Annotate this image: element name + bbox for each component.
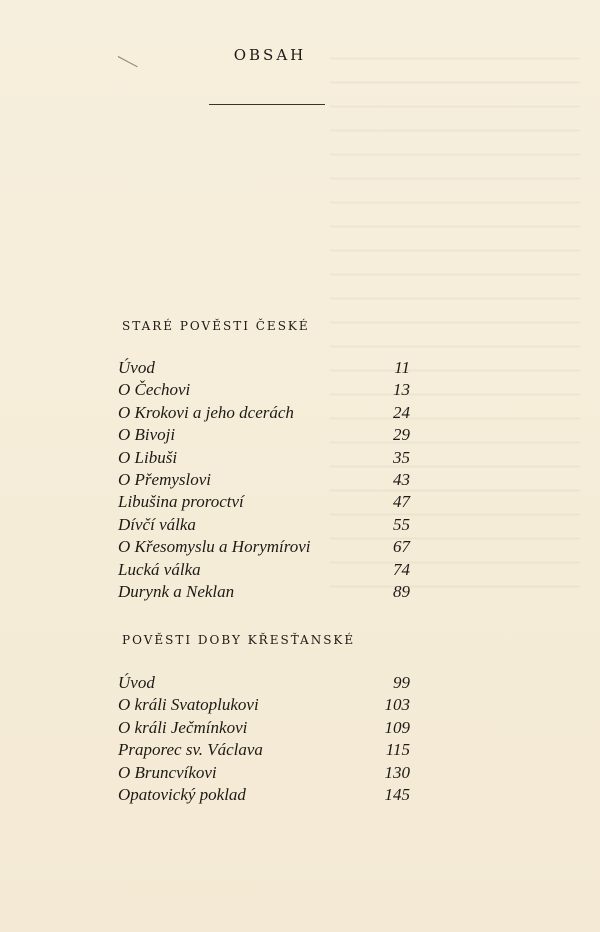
toc-list-christian-legends [118,673,410,807]
toc-entry-title: O Bruncvíkovi [118,762,217,782]
toc-entry-page: 109 [384,717,410,737]
toc-entry [118,425,410,447]
toc-entry [118,537,410,559]
toc-entry [118,718,410,740]
toc-entry [118,492,410,514]
toc-entry [118,560,410,582]
toc-entry [118,380,410,402]
toc-entry-page: 24 [393,402,410,422]
toc-entry-title: Praporec sv. Václava [118,740,263,760]
toc-entry-page: 130 [384,762,410,782]
toc-entry-title: O králi Ječmínkovi [118,717,248,737]
toc-entry-title: Opatovický poklad [118,784,246,804]
title-divider [209,104,325,105]
toc-entry [118,695,410,717]
toc-entry-title: O králi Svatoplukovi [118,695,259,715]
section-heading-christian-legends: POVĚSTI DOBY KŘESŤANSKÉ [122,633,356,647]
toc-entry-title: Durynk a Neklan [118,581,235,601]
toc-entry-page: 55 [393,514,410,534]
toc-entry [118,448,410,470]
toc-entry-title: O Přemyslovi [118,469,212,489]
toc-entry-page: 47 [393,492,410,512]
toc-entry-title: Úvod [118,358,155,377]
toc-entry-page: 43 [393,469,410,489]
toc-entry-title: O Libuši [118,447,178,467]
toc-entry [118,470,410,492]
toc-entry-page: 35 [393,447,410,467]
toc-entry-title: Úvod [118,673,155,692]
toc-entry-page: 99 [393,673,410,692]
toc-entry-page: 29 [393,425,410,445]
toc-entry-title: O Bivoji [118,425,176,445]
section-heading-old-legends: STARÉ POVĚSTI ČESKÉ [122,319,310,333]
toc-entry-title: Libušina proroctví [118,492,244,512]
toc-entry-page: 89 [393,581,410,601]
toc-entry-page: 103 [384,695,410,715]
toc-entry [118,582,410,604]
toc-entry-title: Dívčí válka [118,514,196,534]
toc-entry-title: O Křesomyslu a Horymírovi [118,537,311,557]
toc-entry-page: 11 [394,358,410,377]
toc-entry-page: 115 [385,740,410,760]
toc-entry-title: O Krokovi a jeho dcerách [118,402,294,422]
page-title: OBSAH [233,46,307,64]
toc-entry-page: 67 [393,537,410,557]
toc-entry [118,673,410,695]
toc-entry [118,358,410,380]
toc-entry [118,763,410,785]
toc-entry [118,785,410,807]
toc-entry-title: O Čechovi [118,380,191,400]
toc-entry-page: 13 [393,380,410,400]
toc-entry-title: Lucká válka [118,559,201,579]
toc-entry [118,515,410,537]
toc-entry-page: 145 [384,784,410,804]
toc-entry-page: 74 [393,559,410,579]
toc-entry [118,403,410,425]
toc-entry [118,740,410,762]
toc-list-old-legends [118,358,410,604]
